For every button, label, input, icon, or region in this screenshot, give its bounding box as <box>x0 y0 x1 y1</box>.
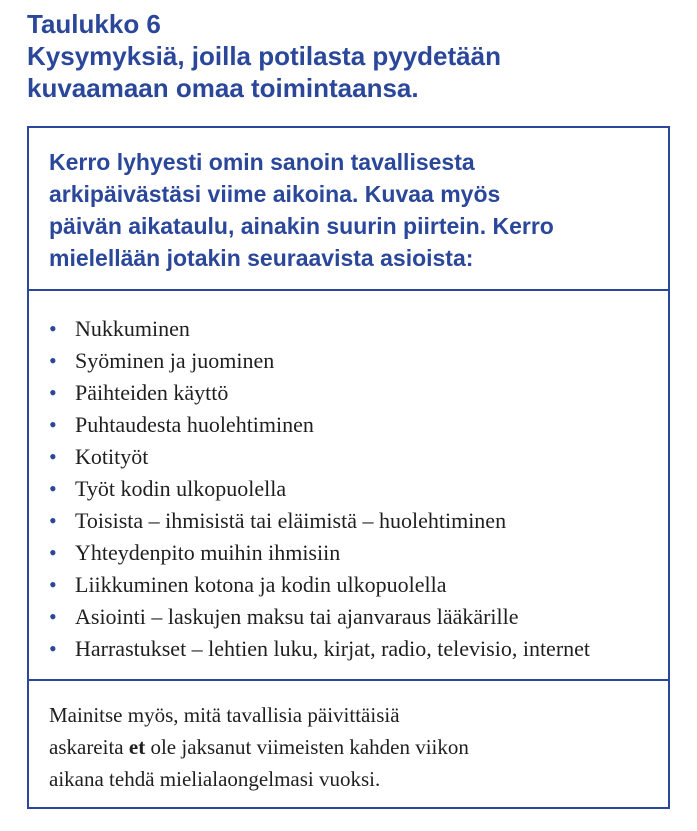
bullet-icon: • <box>49 604 57 629</box>
list-item-label: Toisista – ihmisistä tai eläimistä – huolehtiminen <box>75 508 507 533</box>
bullet-icon: • <box>49 572 57 597</box>
note-line-3: aikana tehdä mielialaongelmasi vuoksi. <box>49 767 381 791</box>
note-line-2-start: askareita <box>49 735 129 759</box>
list-item-label: Nukkuminen <box>75 316 190 341</box>
table-caption-line-1: Kysymyksiä, joilla potilasta pyydetään <box>27 41 501 71</box>
list-item <box>29 441 668 473</box>
prompt-line-1: Kerro lyhyesti omin sanoin tavallisesta <box>49 149 475 175</box>
prompt-line-4: mielellään jotakin seuraavista asioista: <box>49 245 474 271</box>
list-item-label: Harrastukset – lehtien luku, kirjat, radio, televisio, internet <box>75 636 591 661</box>
bullet-icon: • <box>49 348 57 373</box>
list-item-label: Työt kodin ulkopuolella <box>75 476 287 501</box>
list-item-label: Asiointi – laskujen maksu tai ajanvaraus lääkärille <box>75 604 519 629</box>
bullet-icon: • <box>49 636 57 661</box>
note-line-1: Mainitse myös, mitä tavallisia päivittäisiä <box>49 703 400 727</box>
list-item-label: Syöminen ja juominen <box>75 348 275 373</box>
bullet-icon: • <box>49 380 57 405</box>
topic-list <box>29 291 668 681</box>
bullet-icon: • <box>49 540 57 565</box>
prompt-section <box>29 128 668 291</box>
list-item <box>29 473 668 505</box>
note-emphasis: et <box>128 735 146 759</box>
list-item <box>29 313 668 345</box>
bullet-icon: • <box>49 412 57 437</box>
list-item <box>29 409 668 441</box>
table-caption-line-2: kuvaamaan omaa toimintaansa. <box>27 73 419 103</box>
bullet-icon: • <box>49 316 57 341</box>
bullet-icon: • <box>49 476 57 501</box>
bullet-icon: • <box>49 444 57 469</box>
bullet-icon: • <box>49 508 57 533</box>
list-item-label: Kotityöt <box>75 444 149 469</box>
list-item-label: Päihteiden käyttö <box>75 380 229 405</box>
list-item-label: Yhteydenpito muihin ihmisiin <box>75 540 341 565</box>
table-number: Taulukko 6 <box>27 9 161 39</box>
list-item <box>29 345 668 377</box>
list-item-label: Puhtaudesta huolehtiminen <box>75 412 314 437</box>
note-section <box>29 681 668 795</box>
list-item <box>29 601 668 633</box>
prompt-line-3: päivän aikataulu, ainakin suurin piirtein. Kerro <box>49 213 554 239</box>
prompt-line-2: arkipäivästäsi viime aikoina. Kuvaa myös <box>49 181 501 207</box>
table-title <box>27 8 677 104</box>
list-item <box>29 537 668 569</box>
note-line-2-end: ole jaksanut viimeisten kahden viikon <box>145 735 469 759</box>
list-item <box>29 633 668 665</box>
note-line-2 <box>49 731 652 763</box>
list-item <box>29 569 668 601</box>
list-item-label: Liikkuminen kotona ja kodin ulkopuolella <box>75 572 447 597</box>
question-table <box>27 126 670 809</box>
list-item <box>29 505 668 537</box>
list-item <box>29 377 668 409</box>
